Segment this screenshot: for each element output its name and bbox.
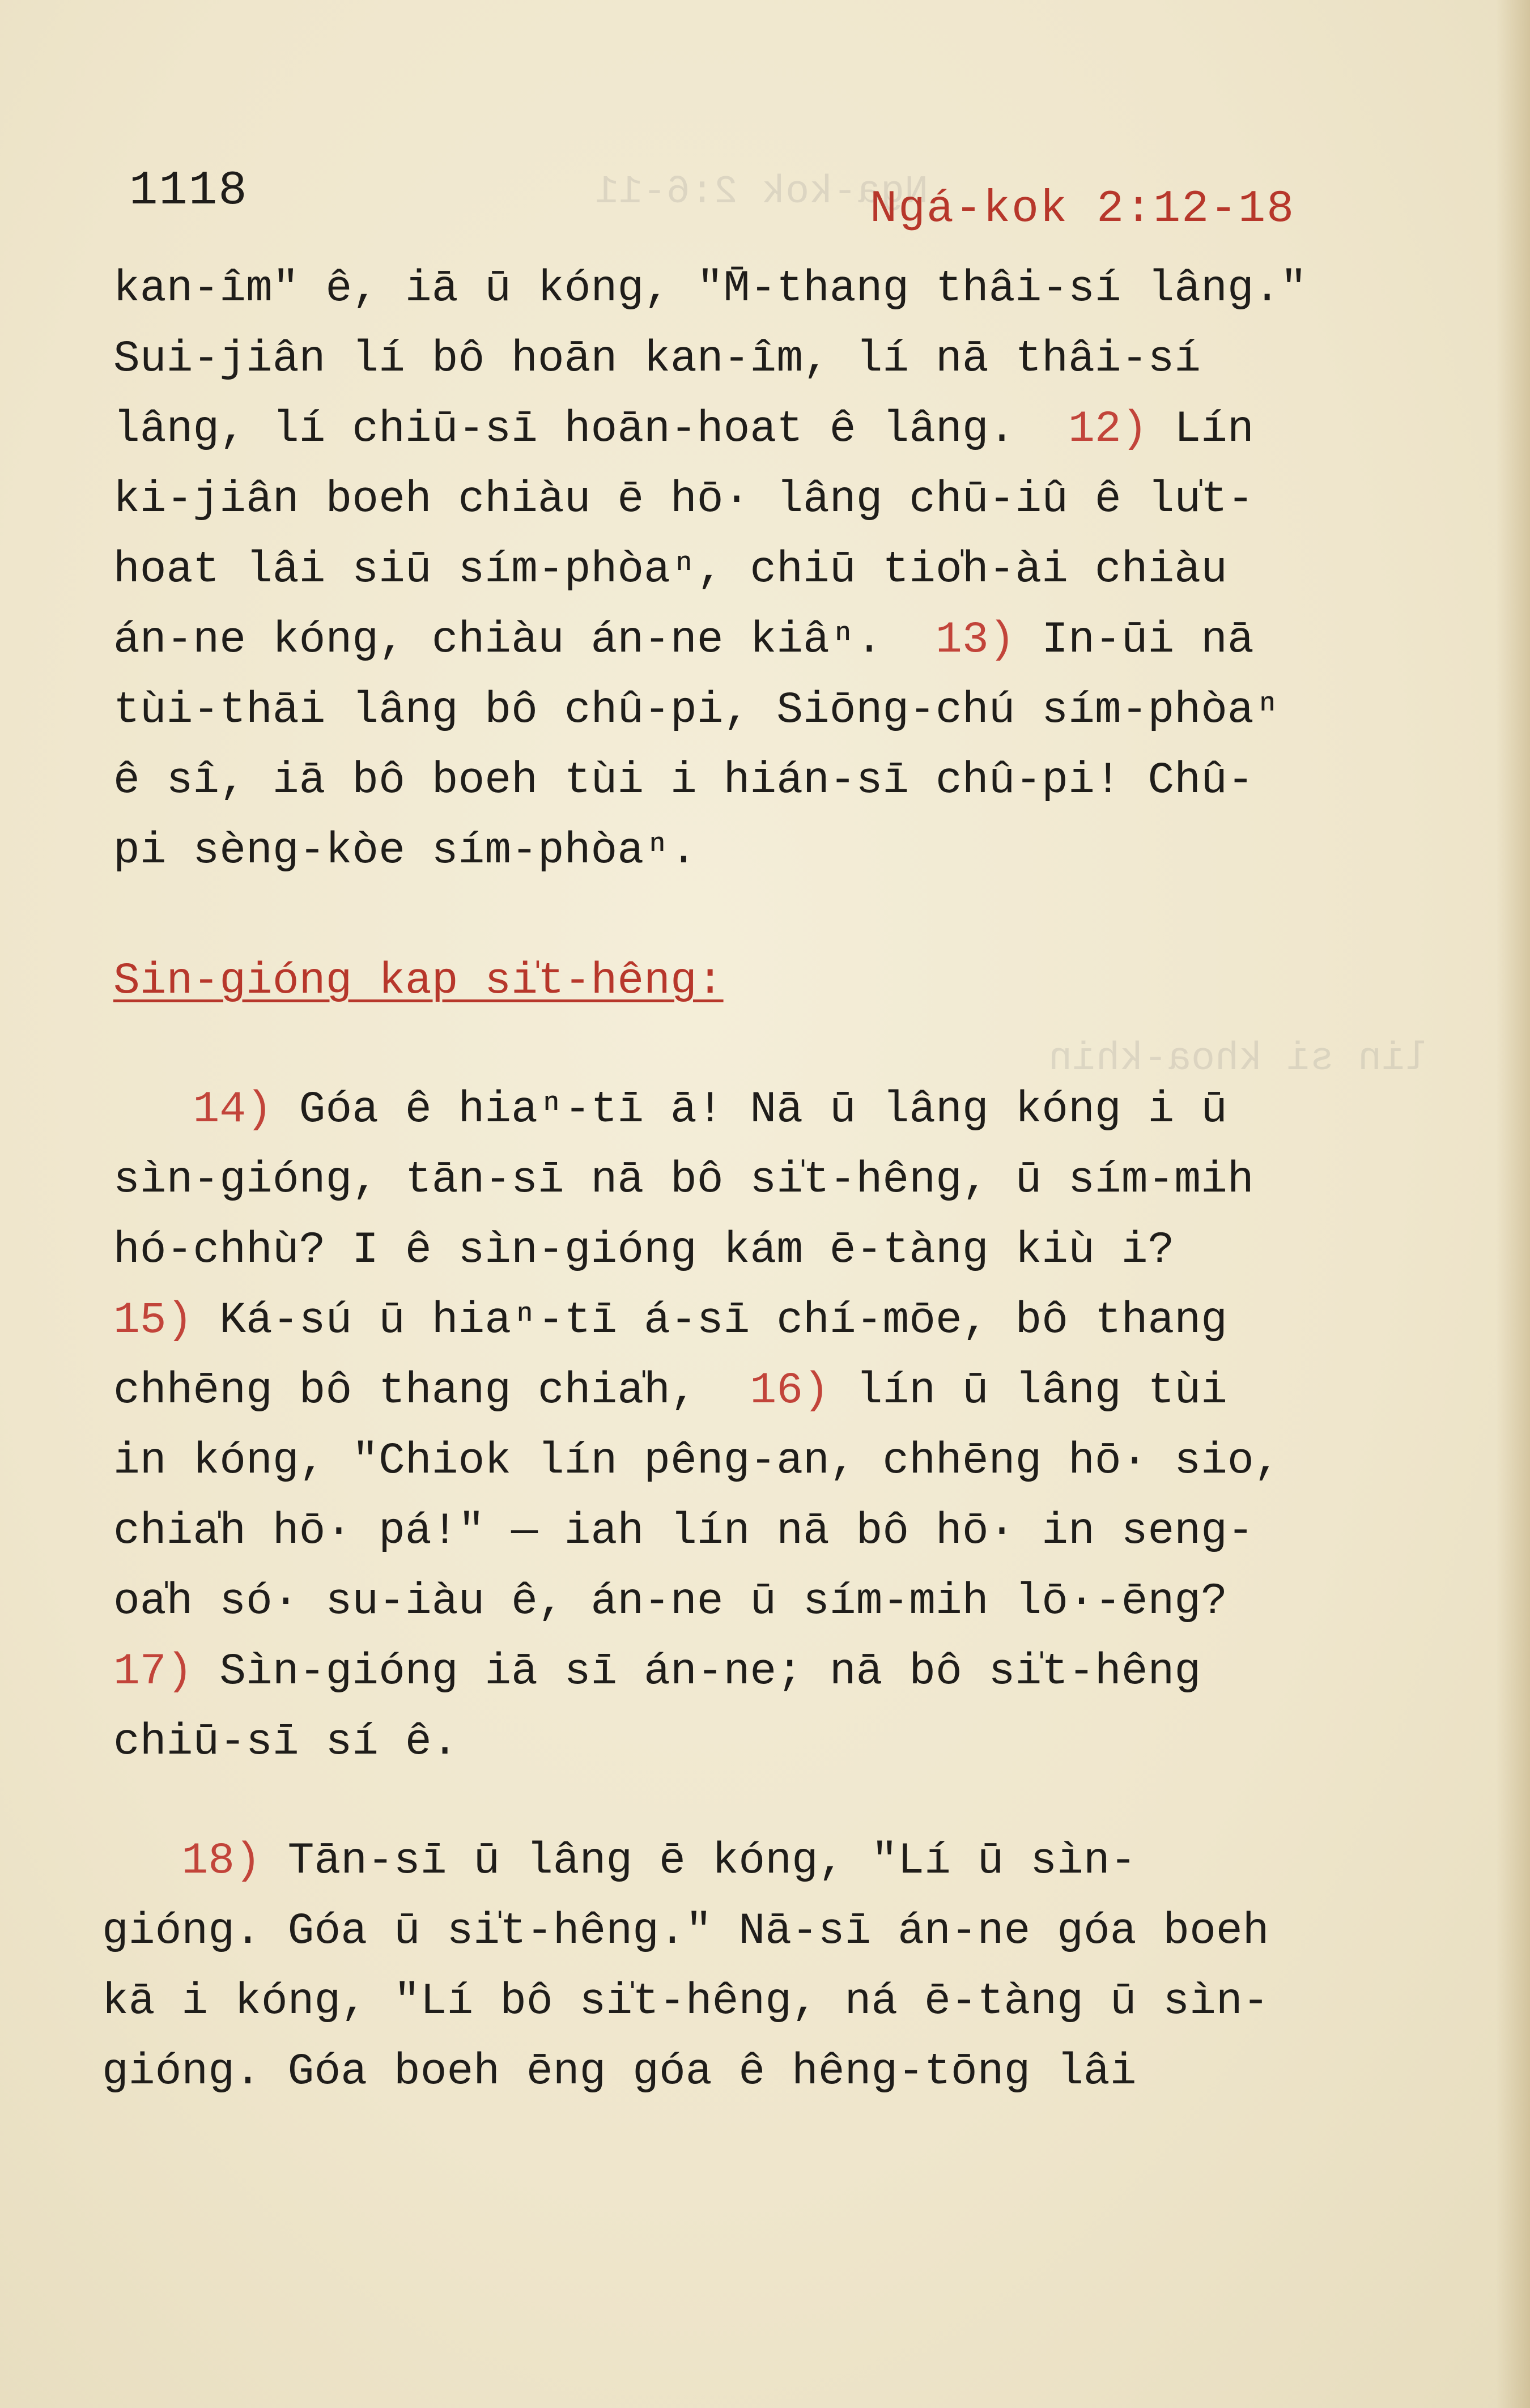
show-through-text: lin si khoa-khin: [1048, 1037, 1430, 1082]
line-text: In-ūi nā: [1015, 615, 1254, 665]
text-line: gióng. Góa ū si̍t-hêng." Nā-sī án-ne góa boeh: [102, 1907, 1269, 1956]
line-text: Lín: [1148, 405, 1254, 454]
verse-number: 16): [750, 1366, 830, 1416]
text-line: [113, 1637, 1394, 1708]
line-text: chhēng bô thang chia̍h,: [113, 1366, 750, 1416]
verse-number: 14): [193, 1085, 273, 1135]
line-text: [102, 1836, 181, 1886]
text-line: in kóng, "Chiok lín pêng-an, chhēng hō· sio,: [113, 1436, 1281, 1486]
line-text: án-ne kóng, chiàu án-ne kiâⁿ.: [113, 615, 936, 665]
verse-number: 12): [1068, 405, 1148, 454]
line-text: Ká-sú ū hiaⁿ-tī á-sī chí-mōe, bô thang: [193, 1296, 1227, 1346]
text-line: tùi-thāi lâng bô chû-pi, Siōng-chú sím-phòaⁿ: [113, 686, 1281, 735]
text-line: [113, 605, 1394, 675]
running-head: Ngá-kok 2:12-18: [870, 184, 1295, 235]
passage-block-3: [102, 1827, 1383, 2108]
verse-number: 17): [113, 1647, 193, 1697]
text-line: chiū-sī sí ê.: [113, 1717, 458, 1767]
text-line: chia̍h hō· pá!" — iah lín nā bô hō· in seng-: [113, 1507, 1254, 1556]
page-edge-shadow: [1496, 0, 1530, 2408]
line-text: [113, 1085, 193, 1135]
text-line: pi sèng-kòe sím-phòaⁿ.: [113, 826, 697, 876]
section-heading: Sin-gióng kap si̍t-hêng:: [113, 956, 724, 1006]
text-line: Sui-jiân lí bô hoān kan-îm, lí nā thâi-sí: [113, 334, 1201, 384]
text-line: oa̍h só· su-iàu ê, án-ne ū sím-mih lō·-ēng?: [113, 1577, 1227, 1627]
text-line: [102, 1827, 1383, 1898]
line-text: Sìn-gióng iā sī án-ne; nā bô si̍t-hêng: [193, 1647, 1201, 1697]
page-number: 1118: [129, 164, 248, 218]
line-text: lín ū lâng tùi: [829, 1366, 1227, 1416]
line-text: Góa ê hiaⁿ-tī ā! Nā ū lâng kóng i ū: [272, 1085, 1227, 1135]
verse-number: 15): [113, 1296, 193, 1346]
text-line: [113, 1286, 1394, 1356]
text-line: [113, 394, 1394, 465]
text-line: [113, 1356, 1394, 1427]
line-text: Tān-sī ū lâng ē kóng, "Lí ū sìn-: [261, 1836, 1137, 1886]
text-line: kan-îm" ê, iā ū kóng, "M̄-thang thâi-sí lâng.": [113, 264, 1307, 314]
verse-number: 13): [936, 615, 1015, 665]
text-line: hoat lâi siū sím-phòaⁿ, chiū tio̍h-ài chiàu: [113, 545, 1227, 595]
text-line: hó-chhù? I ê sìn-gióng kám ē-tàng kiù i?: [113, 1226, 1175, 1275]
text-line: ki-jiân boeh chiàu ē hō· lâng chū-iû ê lu̍t-: [113, 475, 1254, 525]
line-text: lâng, lí chiū-sī hoān-hoat ê lâng.: [113, 405, 1069, 454]
text-line: ê sî, iā bô boeh tùi i hián-sī chû-pi! Chû-: [113, 756, 1254, 806]
page-header: [0, 164, 1530, 235]
text-line: [113, 1075, 1394, 1146]
verse-number: 18): [181, 1836, 261, 1886]
passage-block-1: [113, 254, 1394, 886]
passage-block-2: [113, 1075, 1394, 1778]
text-line: kā i kóng, "Lí bô si̍t-hêng, ná ē-tàng ū sìn-: [102, 1977, 1269, 2027]
text-line: sìn-gióng, tān-sī nā bô si̍t-hêng, ū sím-mih: [113, 1155, 1254, 1205]
show-through-text: Nga-kok 2:6-11: [595, 170, 929, 215]
text-line: gióng. Góa boeh ēng góa ê hêng-tōng lâi: [102, 2047, 1137, 2097]
